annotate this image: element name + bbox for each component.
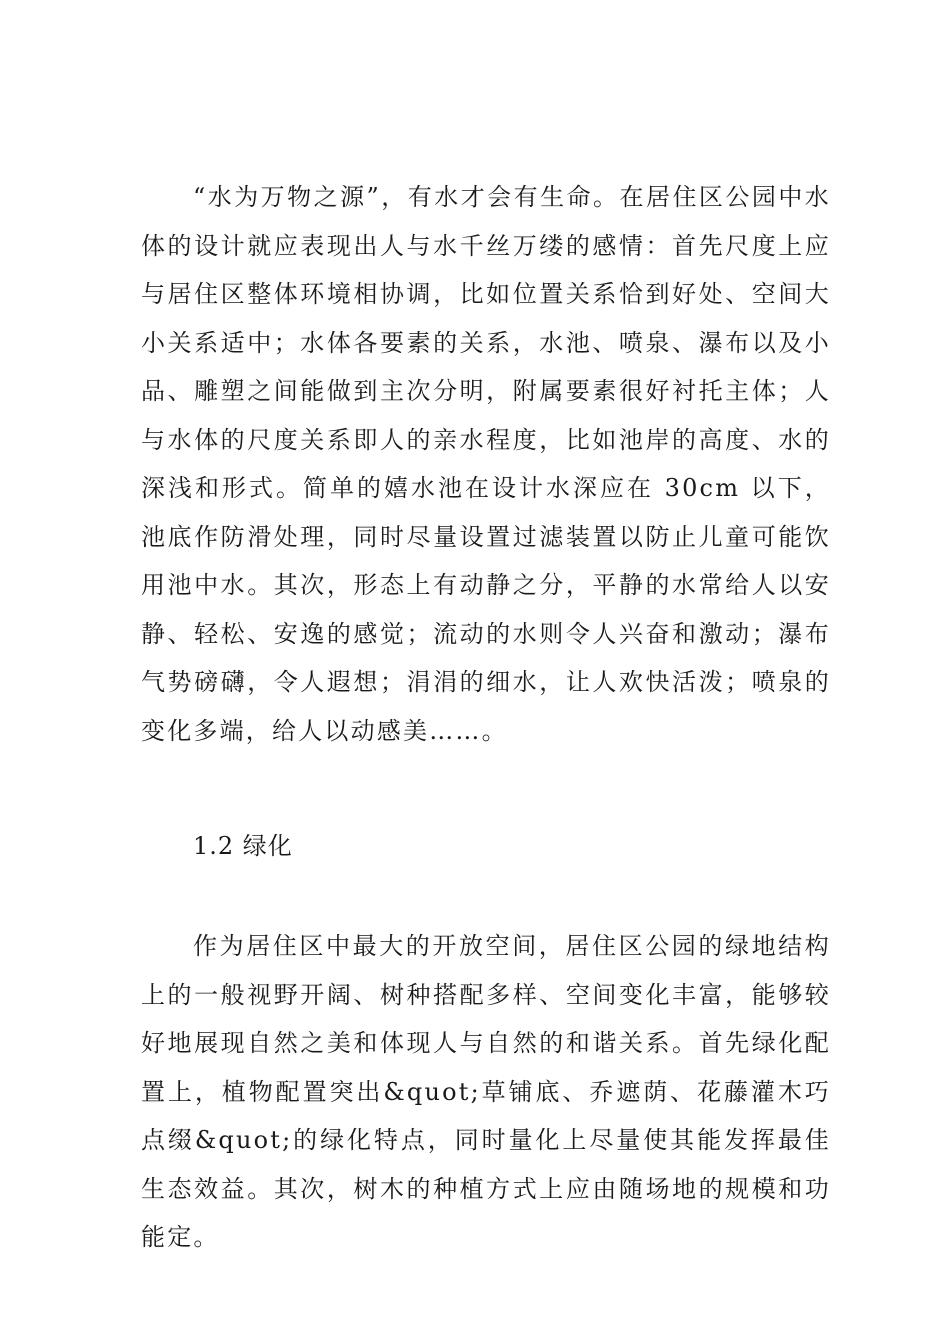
section-heading-greening: 1.2 绿化 — [193, 832, 293, 860]
paragraph-water-design: “水为万物之源”，有水才会有生命。在居住区公园中水体的设计就应表现出人与水千丝万缕的感情：首先尺度上应与居住区整体环境相协调，比如位置关系恰到好处、空间大小关系适中；水体各要素的关系，水池、喷泉、瀑布以及小品、雕塑之间能做到主次分明，附属要素很好衬托主体；人与水体的尺度关系即人的亲水程度，比如池岸的高度、水的深浅和形式。简单的嬉水池在设计水深应在 30cm 以下，池底作防滑处理，同时尽量设置过滤装置以防止儿童可能饮用池中水。其次，形态上有动静之分，平静的水常给人以安静、轻松、安逸的感觉；流动的水则令人兴奋和激动；瀑布气势磅礴，令人遐想；涓涓的细水，让人欢快活泼；喷泉的变化多端，给人以动感美……。 — [141, 183, 831, 745]
paragraph-greening: 作为居住区中最大的开放空间，居住区公园的绿地结构上的一般视野开阔、树种搭配多样、空间变化丰富，能够较好地展现自然之美和体现人与自然的和谐关系。首先绿化配置上，植物配置突出&quot;草铺底、乔遮荫、花藤灌木巧点缀&quot;的绿化特点，同时量化上尽量使其能发挥最佳生态效益。其次，树木的种植方式上应由随场地的规模和功能定。 — [141, 932, 831, 1251]
